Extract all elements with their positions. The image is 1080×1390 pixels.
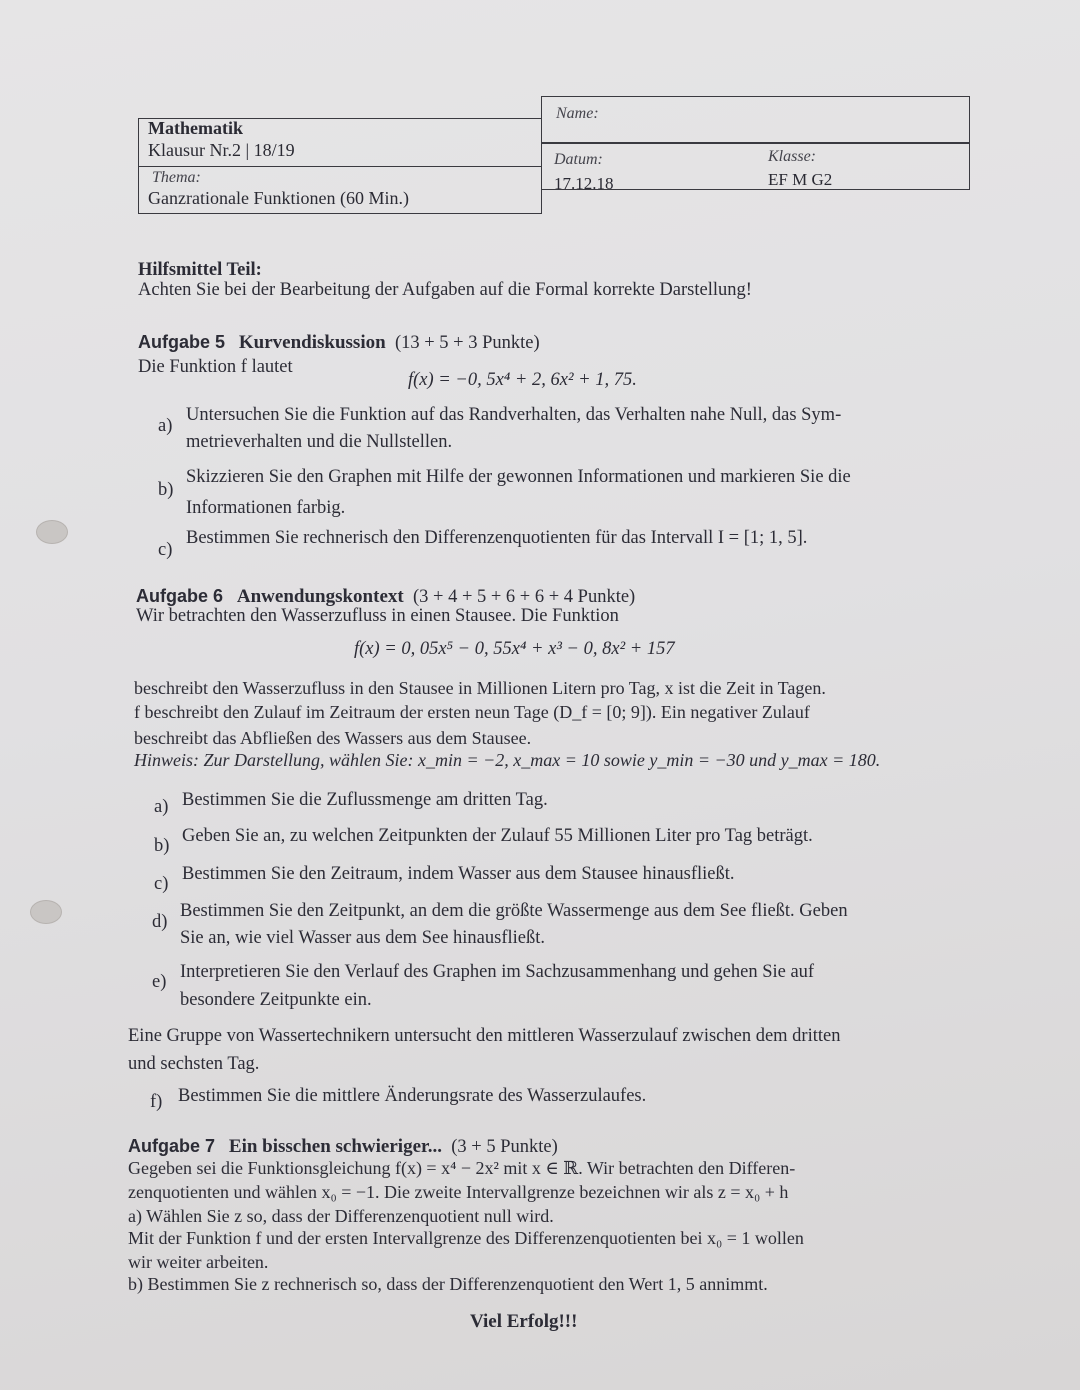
task6-group-line2: und sechsten Tag.	[128, 1054, 260, 1074]
task7-line2: zenquotienten und wählen x₀ = −1. Die zweite Intervallgrenze bezeichnen wir als z = x₀ + h	[128, 1182, 789, 1202]
task7-line5: wir weiter arbeiten.	[128, 1252, 269, 1272]
task6-formula: f(x) = 0, 05x⁵ − 0, 55x⁴ + x³ − 0, 8x² + 157	[354, 639, 675, 659]
task7-line4: Mit der Funktion f und der ersten Intervallgrenze des Differenzenquotienten bei x₀ = 1 wollen	[128, 1228, 804, 1248]
task6-f: Bestimmen Sie die mittlere Änderungsrate des Wasserzulaufes.	[178, 1086, 647, 1106]
section-title: Hilfsmittel Teil:	[138, 260, 262, 280]
task6-c: Bestimmen Sie den Zeitraum, indem Wasser aus dem Stausee hinausfließt.	[182, 864, 735, 884]
task5-a-line1: Untersuchen Sie die Funktion auf das Randverhalten, das Verhalten nahe Null, das Sym-	[186, 405, 842, 425]
task6-title: Anwendungskontext	[236, 586, 404, 607]
task6-b: Geben Sie an, zu welchen Zeitpunkten der Zulauf 55 Millionen Liter pro Tag beträgt.	[182, 826, 813, 846]
task6-c-label: c)	[154, 874, 169, 894]
task6-desc2: f beschreibt den Zulauf im Zeitraum der ersten neun Tage (D_f = [0; 9]). Ein negativer Zulauf	[134, 702, 810, 722]
class-value: EF M G2	[768, 170, 833, 189]
task6-group-line1: Eine Gruppe von Wassertechnikern untersucht den mittleren Wasserzulauf zwischen dem dritten	[128, 1026, 841, 1046]
task5-formula: f(x) = −0, 5x⁴ + 2, 6x² + 1, 75.	[408, 370, 637, 390]
task7-line3: a) Wählen Sie z so, dass der Differenzenquotient null wird.	[128, 1206, 554, 1226]
task5-b-line2: Informationen farbig.	[186, 498, 346, 518]
exam-header-table	[138, 96, 970, 214]
date-label: Datum:	[554, 151, 603, 168]
exam-number: Klausur Nr.2 | 18/19	[148, 140, 295, 160]
task6-d-line1: Bestimmen Sie den Zeitpunkt, an dem die größte Wassermenge aus dem See fließt. Geben	[180, 901, 848, 921]
task6-a: Bestimmen Sie die Zuflussmenge am dritten Tag.	[182, 790, 548, 810]
task7-points: (3 + 5 Punkte)	[451, 1137, 558, 1157]
task5-number: Aufgabe 5	[138, 332, 226, 352]
topic: Ganzrationale Funktionen (60 Min.)	[148, 188, 409, 208]
task6-d-label: d)	[152, 912, 168, 932]
task6-d-line2: Sie an, wie viel Wasser aus dem See hinausfließt.	[180, 928, 545, 948]
task5-a-line2: metrieverhalten und die Nullstellen.	[186, 432, 453, 452]
class-label: Klasse:	[768, 148, 816, 165]
task6-e-line1: Interpretieren Sie den Verlauf des Graphen im Sachzusammenhang und gehen Sie auf	[180, 962, 815, 982]
task6-intro: Wir betrachten den Wasserzufluss in einen Stausee. Die Funktion	[136, 606, 619, 626]
task5-b-line1: Skizzieren Sie den Graphen mit Hilfe der gewonnen Informationen und markieren Sie die	[186, 467, 851, 487]
task6-number: Aufgabe 6	[136, 586, 224, 606]
task6-a-label: a)	[154, 797, 169, 817]
date-value: 17.12.18	[554, 174, 614, 193]
name-cell	[541, 96, 970, 144]
formal-note: Achten Sie bei der Bearbeitung der Aufgaben auf die Formal korrekte Darstellung!	[138, 280, 752, 300]
task5-heading	[138, 330, 540, 355]
punch-hole-bottom	[30, 900, 62, 924]
task6-points: (3 + 4 + 5 + 6 + 6 + 4 Punkte)	[412, 587, 636, 607]
task6-e-line2: besondere Zeitpunkte ein.	[180, 990, 372, 1010]
task7-title: Ein bisschen schwieriger...	[228, 1136, 442, 1157]
task5-title: Kurvendiskussion	[238, 332, 386, 353]
task6-f-label: f)	[150, 1092, 163, 1112]
task6-desc1: beschreibt den Wasserzufluss in den Stausee in Millionen Litern pro Tag, x ist die Zeit in Tagen.	[134, 678, 826, 698]
task5-intro: Die Funktion f lautet	[138, 357, 293, 377]
topic-label: Thema:	[152, 169, 201, 186]
task6-e-label: e)	[152, 972, 167, 992]
task7-line6: b) Bestimmen Sie z rechnerisch so, dass der Differenzenquotient den Wert 1, 5 annimmt.	[128, 1274, 768, 1294]
task5-points: (13 + 5 + 3 Punkte)	[394, 333, 540, 353]
subject: Mathematik	[148, 118, 243, 138]
task6-desc3: beschreibt das Abfließen des Wassers aus dem Stausee.	[134, 728, 532, 748]
closing-wish: Viel Erfolg!!!	[470, 1311, 578, 1332]
task7-line1: Gegeben sei die Funktionsgleichung f(x) = x⁴ − 2x² mit x ∈ ℝ. Wir betrachten den Differen-	[128, 1158, 796, 1178]
punch-hole-top	[36, 520, 68, 544]
task5-b-label: b)	[158, 480, 174, 500]
task6-hint: Hinweis: Zur Darstellung, wählen Sie: x_min = −2, x_max = 10 sowie y_min = −30 und y_max = 180.	[134, 750, 881, 770]
task6-b-label: b)	[154, 836, 170, 856]
task5-a-label: a)	[158, 416, 173, 436]
task5-c-label: c)	[158, 540, 173, 560]
task5-c-line1: Bestimmen Sie rechnerisch den Differenzenquotienten für das Intervall I = [1; 1, 5].	[186, 528, 808, 548]
name-label: Name:	[556, 105, 599, 122]
task7-number: Aufgabe 7	[128, 1136, 216, 1156]
